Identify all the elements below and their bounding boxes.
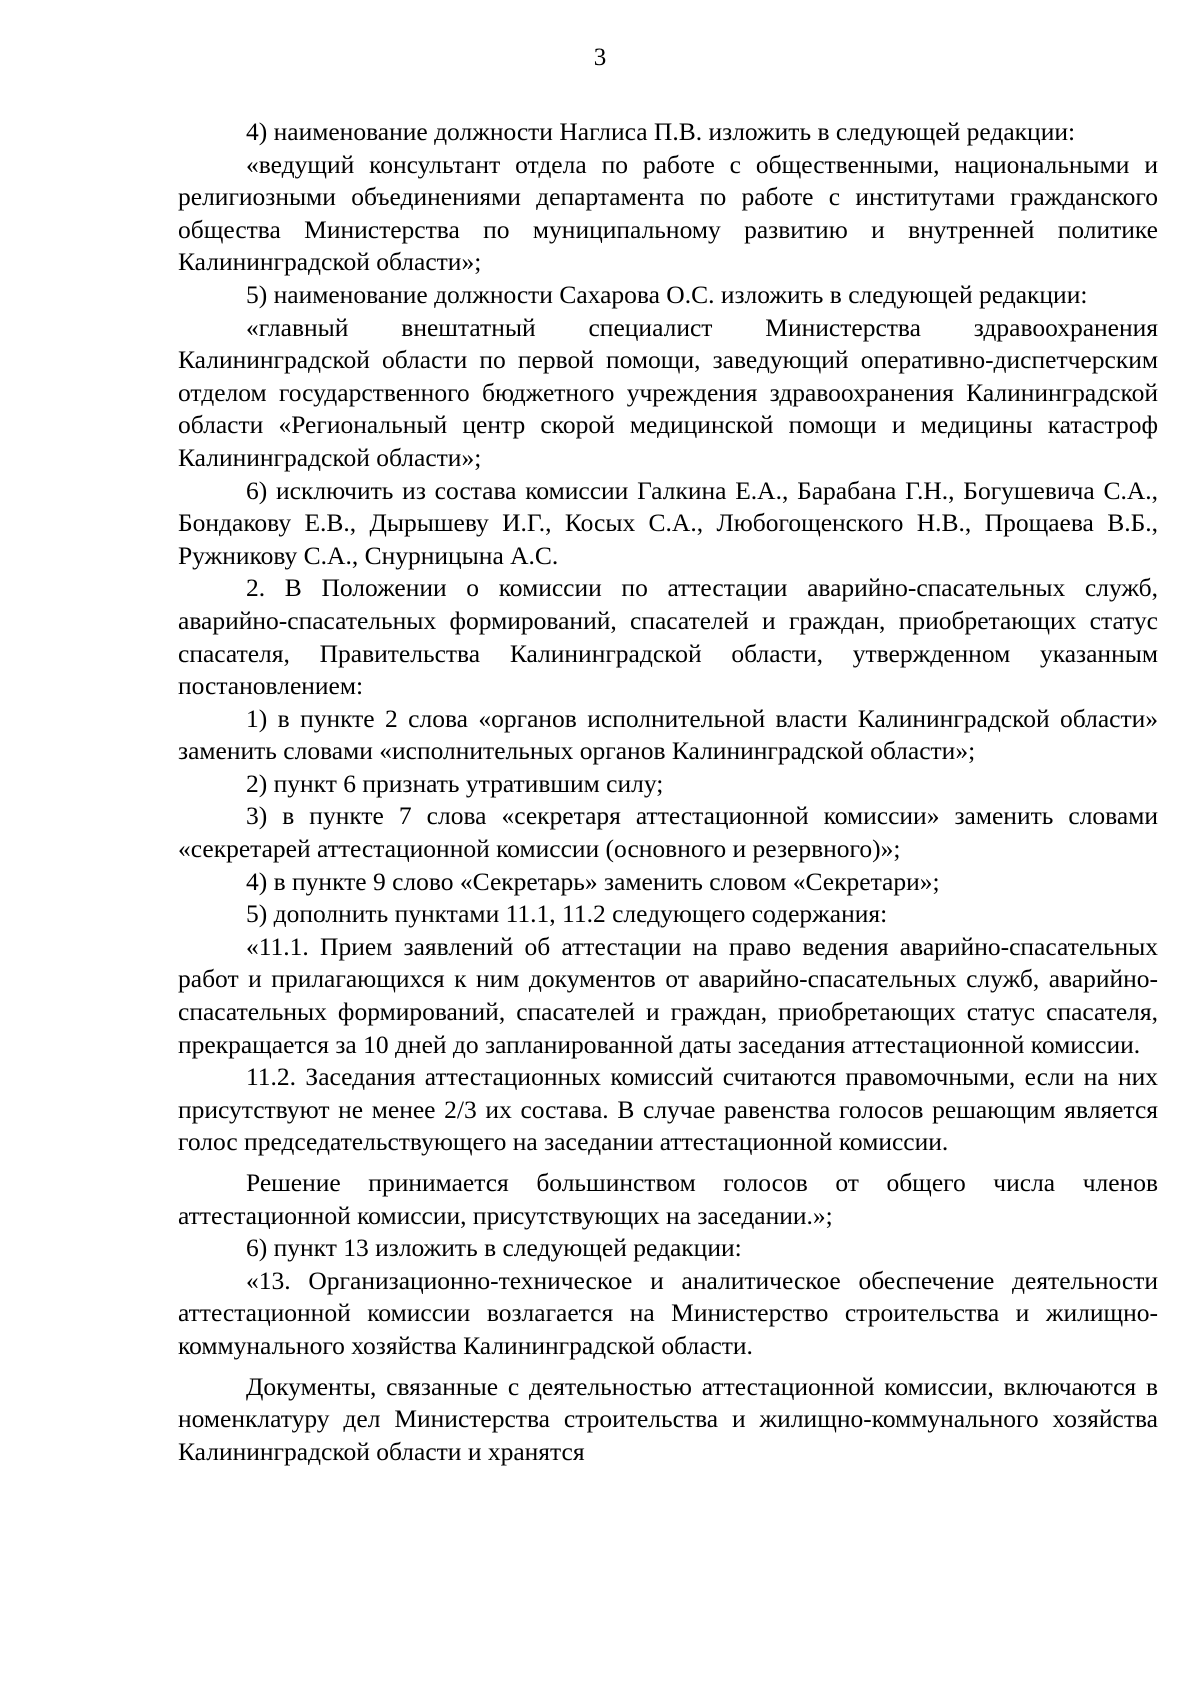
paragraph: 1) в пункте 2 слова «органов исполнительной власти Калининградской области» заменить словами «исполнительных органов Калининградской области»;: [178, 703, 1158, 766]
paragraph: «11.1. Прием заявлений об аттестации на право ведения аварийно-спасательных работ и прилагающихся к ним документов от аварийно-спасательных служб, аварийно-спасательных формирований, спасателей и граждан, приобретающих статус спасателя, прекращается за 10 дней до запланированной даты заседания аттестационной комиссии.: [178, 931, 1158, 1059]
page-number: 3: [593, 44, 607, 71]
paragraph: 4) в пункте 9 слово «Секретарь» заменить словом «Секретари»;: [246, 866, 940, 896]
paragraph: 11.2. Заседания аттестационных комиссий считаются правомочными, если на них присутствуют не менее 2/3 их состава. В случае равенства голосов решающим является голос председательствующего на заседании аттестационной комиссии.: [178, 1062, 1158, 1157]
paragraph: «ведущий консультант отдела по работе с общественными, национальными и религиозными объединениями департамента по работе с институтами гражданского общества Министерства по муниципальному развитию и внутренней политике Калининградской области»;: [178, 149, 1158, 277]
paragraph: Решение принимается большинством голосов от общего числа членов аттестационной комиссии, присутствующих на заседании.»;: [178, 1168, 1158, 1230]
paragraph: 2) пункт 6 признать утратившим силу;: [246, 768, 664, 798]
paragraph: «13. Организационно-техническое и аналитическое обеспечение деятельности аттестационной комиссии возлагается на Министерство строительства и жилищно-коммунального хозяйства Калининградской области.: [178, 1265, 1158, 1360]
paragraph: 6) пункт 13 изложить в следующей редакции:: [246, 1233, 742, 1263]
paragraph: 2. В Положении о комиссии по аттестации аварийно-спасательных служб, аварийно-спасательных формирований, спасателей и граждан, приобретающих статус спасателя, Правительства Калининградской области, утвержденном указанным постановлением:: [178, 573, 1158, 701]
paragraph: 5) наименование должности Сахарова О.С. изложить в следующей редакции:: [246, 279, 1088, 309]
paragraph: 6) исключить из состава комиссии Галкина Е.А., Барабана Г.Н., Богушевича С.А., Бондакову Е.В., Дырышеву И.Г., Косых С.А., Любогощенского Н.В., Прощаева В.Б., Ружникову С.А., Снурницына А.С.: [178, 475, 1158, 570]
paragraph: «главный внештатный специалист Министерства здравоохранения Калининградской области по первой помощи, заведующий оперативно-диспетчерским отделом государственного бюджетного учреждения здравоохранения Калининградской области «Региональный центр скорой медицинской помощи и медицины катастроф Калининградской области»;: [178, 312, 1158, 472]
paragraph: Документы, связанные с деятельностью аттестационной комиссии, включаются в номенклатуру дел Министерства строительства и жилищно-коммунального хозяйства Калининградской области и хранятся: [178, 1371, 1158, 1466]
paragraph: 3) в пункте 7 слова «секретаря аттестационной комиссии» заменить словами «секретарей аттестационной комиссии (основного и резервного)»;: [178, 801, 1158, 864]
paragraph: 5) дополнить пунктами 11.1, 11.2 следующего содержания:: [246, 899, 888, 929]
paragraph: 4) наименование должности Наглиса П.В. изложить в следующей редакции:: [246, 117, 1076, 146]
document-body: [178, 116, 1158, 1468]
